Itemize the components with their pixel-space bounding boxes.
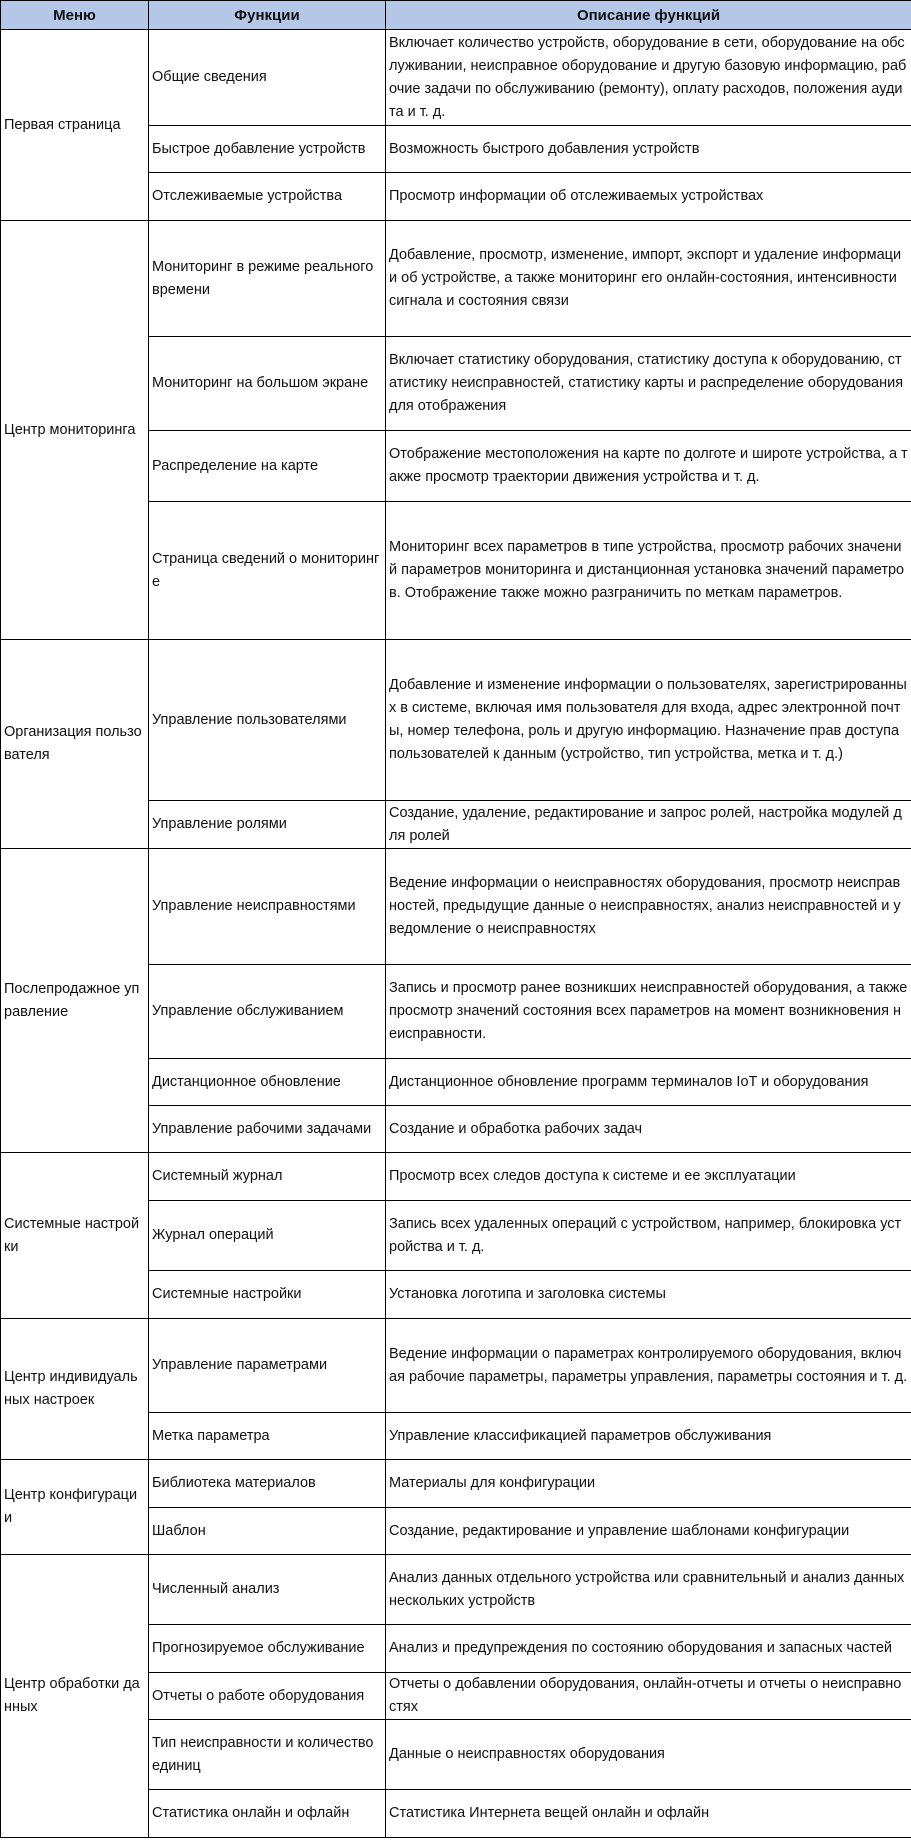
function-cell: Журнал операций bbox=[149, 1201, 386, 1271]
description-cell: Запись и просмотр ранее возникших неисправностей оборудования, а также просмотр значений состояния всех параметров на момент возникновения неисправности. bbox=[386, 965, 911, 1059]
description-cell: Просмотр информации об отслеживаемых устройствах bbox=[386, 173, 911, 221]
description-cell: Добавление, просмотр, изменение, импорт, экспорт и удаление информации об устройстве, а также мониторинг его онлайн-состояния, интенсивности сигнала и состояния связи bbox=[386, 221, 911, 337]
table-row bbox=[1, 1153, 911, 1201]
description-cell: Включает количество устройств, оборудование в сети, оборудование на обслуживании, неисправное оборудование и другую базовую информацию, рабочие задачи по обслуживанию (ремонту), оплату расходов, положения аудита и т. д. bbox=[386, 30, 911, 126]
description-cell: Материалы для конфигурации bbox=[386, 1460, 911, 1508]
function-cell: Быстрое добавление устройств bbox=[149, 126, 386, 173]
menu-cell: Центр индивидуальных настроек bbox=[1, 1319, 149, 1460]
table-row bbox=[1, 640, 911, 801]
function-cell: Управление неисправностями bbox=[149, 849, 386, 965]
function-cell: Общие сведения bbox=[149, 30, 386, 126]
header-description: Описание функций bbox=[386, 1, 911, 30]
description-cell: Добавление и изменение информации о пользователях, зарегистрированных в системе, включая имя пользователя для входа, адрес электронной почты, номер телефона, роль и другую информацию. Назначение прав доступа пользователей к данным (устройство, тип устройства, метка и т. д.) bbox=[386, 640, 911, 801]
function-cell: Управление параметрами bbox=[149, 1319, 386, 1413]
description-cell: Запись всех удаленных операций с устройством, например, блокировка устройства и т. д. bbox=[386, 1201, 911, 1271]
function-cell: Отчеты о работе оборудования bbox=[149, 1673, 386, 1720]
menu-cell: Центр обработки данных bbox=[1, 1555, 149, 1838]
description-cell: Создание, удаление, редактирование и запрос ролей, настройка модулей для ролей bbox=[386, 801, 911, 849]
table-row bbox=[1, 1555, 911, 1625]
function-cell: Системные настройки bbox=[149, 1271, 386, 1319]
function-cell: Дистанционное обновление bbox=[149, 1059, 386, 1106]
description-cell: Включает статистику оборудования, статистику доступа к оборудованию, статистику неисправностей, статистику карты и распределение оборудования для отображения bbox=[386, 337, 911, 431]
function-cell: Системный журнал bbox=[149, 1153, 386, 1201]
menu-cell: Системные настройки bbox=[1, 1153, 149, 1319]
function-cell: Распределение на карте bbox=[149, 431, 386, 502]
header-functions: Функции bbox=[149, 1, 386, 30]
menu-cell: Центр мониторинга bbox=[1, 221, 149, 640]
description-cell: Статистика Интернета вещей онлайн и офлайн bbox=[386, 1790, 911, 1838]
description-cell: Управление классификацией параметров обслуживания bbox=[386, 1413, 911, 1460]
function-cell: Численный анализ bbox=[149, 1555, 386, 1625]
description-cell: Мониторинг всех параметров в типе устройства, просмотр рабочих значений параметров мониторинга и дистанционная установка значений параметров. Отображение также можно разграничить по меткам параметров. bbox=[386, 502, 911, 640]
description-cell: Дистанционное обновление программ терминалов IoT и оборудования bbox=[386, 1059, 911, 1106]
description-cell: Данные о неисправностях оборудования bbox=[386, 1720, 911, 1790]
function-cell: Прогнозируемое обслуживание bbox=[149, 1625, 386, 1673]
function-cell: Тип неисправности и количество единиц bbox=[149, 1720, 386, 1790]
menu-cell: Центр конфигурации bbox=[1, 1460, 149, 1555]
function-cell: Мониторинг в режиме реального времени bbox=[149, 221, 386, 337]
description-cell: Ведение информации о параметрах контролируемого оборудования, включая рабочие параметры, параметры управления, параметры состояния и т. д. bbox=[386, 1319, 911, 1413]
function-cell: Метка параметра bbox=[149, 1413, 386, 1460]
function-cell: Управление ролями bbox=[149, 801, 386, 849]
description-cell: Отчеты о добавлении оборудования, онлайн-отчеты и отчеты о неисправностях bbox=[386, 1673, 911, 1720]
function-cell: Управление рабочими задачами bbox=[149, 1106, 386, 1153]
menu-cell: Первая страница bbox=[1, 30, 149, 221]
table-row bbox=[1, 30, 911, 126]
description-cell: Отображение местоположения на карте по долготе и широте устройства, а также просмотр траектории движения устройства и т. д. bbox=[386, 431, 911, 502]
function-cell: Отслеживаемые устройства bbox=[149, 173, 386, 221]
header-row bbox=[1, 1, 911, 30]
header-menu: Меню bbox=[1, 1, 149, 30]
table-row bbox=[1, 221, 911, 337]
function-cell: Управление обслуживанием bbox=[149, 965, 386, 1059]
description-cell: Установка логотипа и заголовка системы bbox=[386, 1271, 911, 1319]
table-row bbox=[1, 1460, 911, 1508]
function-cell: Статистика онлайн и офлайн bbox=[149, 1790, 386, 1838]
function-cell: Библиотека материалов bbox=[149, 1460, 386, 1508]
description-cell: Анализ данных отдельного устройства или сравнительный и анализ данных нескольких устройств bbox=[386, 1555, 911, 1625]
function-cell: Страница сведений о мониторинге bbox=[149, 502, 386, 640]
description-cell: Анализ и предупреждения по состоянию оборудования и запасных частей bbox=[386, 1625, 911, 1673]
function-cell: Шаблон bbox=[149, 1508, 386, 1555]
description-cell: Создание, редактирование и управление шаблонами конфигурации bbox=[386, 1508, 911, 1555]
description-cell: Возможность быстрого добавления устройств bbox=[386, 126, 911, 173]
function-cell: Мониторинг на большом экране bbox=[149, 337, 386, 431]
description-cell: Ведение информации о неисправностях оборудования, просмотр неисправностей, предыдущие данные о неисправностях, анализ неисправностей и уведомление о неисправностях bbox=[386, 849, 911, 965]
table-row bbox=[1, 1319, 911, 1413]
menu-cell: Организация пользователя bbox=[1, 640, 149, 849]
menu-cell: Послепродажное управление bbox=[1, 849, 149, 1153]
table-row bbox=[1, 849, 911, 965]
description-cell: Создание и обработка рабочих задач bbox=[386, 1106, 911, 1153]
description-cell: Просмотр всех следов доступа к системе и ее эксплуатации bbox=[386, 1153, 911, 1201]
function-cell: Управление пользователями bbox=[149, 640, 386, 801]
